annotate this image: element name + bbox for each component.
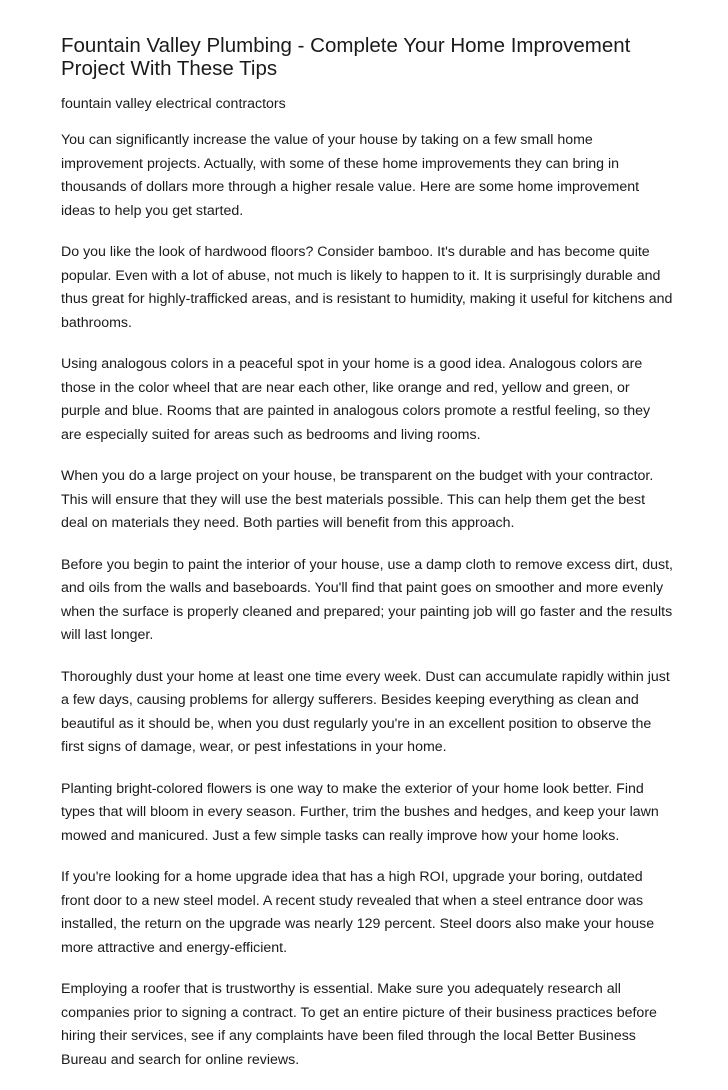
paragraph: Thoroughly dust your home at least one time every week. Dust can accumulate rapidly within just a few days, causing problems for allergy sufferers. Besides keeping everything as clean and beautiful as it should be, when you dust regularly you're in an excellent position to observe the first signs of damage, wear, or pest infestations in your home. [61,668,670,755]
paragraph: Planting bright-colored flowers is one way to make the exterior of your home look better. Find types that will bloom in every season. Further, trim the bushes and hedges, and keep your lawn mowed and manicured. Just a few simple tasks can really improve how your home looks. [61,780,659,844]
paragraph: Using analogous colors in a peaceful spot in your home is a good idea. Analogous colors are those in the color wheel that are near each other, like orange and red, yellow and green, or purple and blue. Rooms that are painted in analogous colors promote a restful feeling, so they are especially suited for areas such as bedrooms and living rooms. [61,356,651,443]
paragraph: When you do a large project on your house, be transparent on the budget with your contractor. This will ensure that they will use the best materials possible. This can help them get the best deal on materials they need. Both parties will benefit from this approach. [61,468,654,531]
paragraph: You can significantly increase the value of your house by taking on a few small home improvement projects. Actually, with some of these home improvements they can bring in thousands of dollars more through a higher resale value. Here are some home improvement ideas to help you get started. [61,132,640,219]
page-subtitle: fountain valley electrical contractors [61,96,286,112]
paragraph: If you're looking for a home upgrade idea that has a high ROI, upgrade your boring, outdated front door to a new steel model. A recent study revealed that when a steel entrance door was installed, the return on the upgrade was nearly 129 percent. Steel doors also make your house more attractive and energy-efficient. [61,869,655,956]
page-title: Fountain Valley Plumbing - Complete Your Home Improvement Project With These Tips [61,34,631,80]
document-page [61,34,673,1090]
paragraph: Employing a roofer that is trustworthy is essential. Make sure you adequately research all companies prior to signing a contract. To get an entire picture of their business practices before hiring their services, see if any complaints have been filed through the local Better Business Bureau and search for online reviews. [61,981,657,1068]
paragraph: Do you like the look of hardwood floors? Consider bamboo. It's durable and has become quite popular. Even with a lot of abuse, not much is likely to happen to it. It is surprisingly durable and thus great for highly-trafficked areas, and is resistant to humidity, making it useful for kitchens and bathrooms. [61,244,673,331]
article-body [61,129,673,1072]
paragraph: Before you begin to paint the interior of your house, use a damp cloth to remove excess dirt, dust, and oils from the walls and baseboards. You'll find that paint goes on smoother and more evenly when the surface is properly cleaned and prepared; your painting job will go faster and the results will last longer. [61,556,673,643]
